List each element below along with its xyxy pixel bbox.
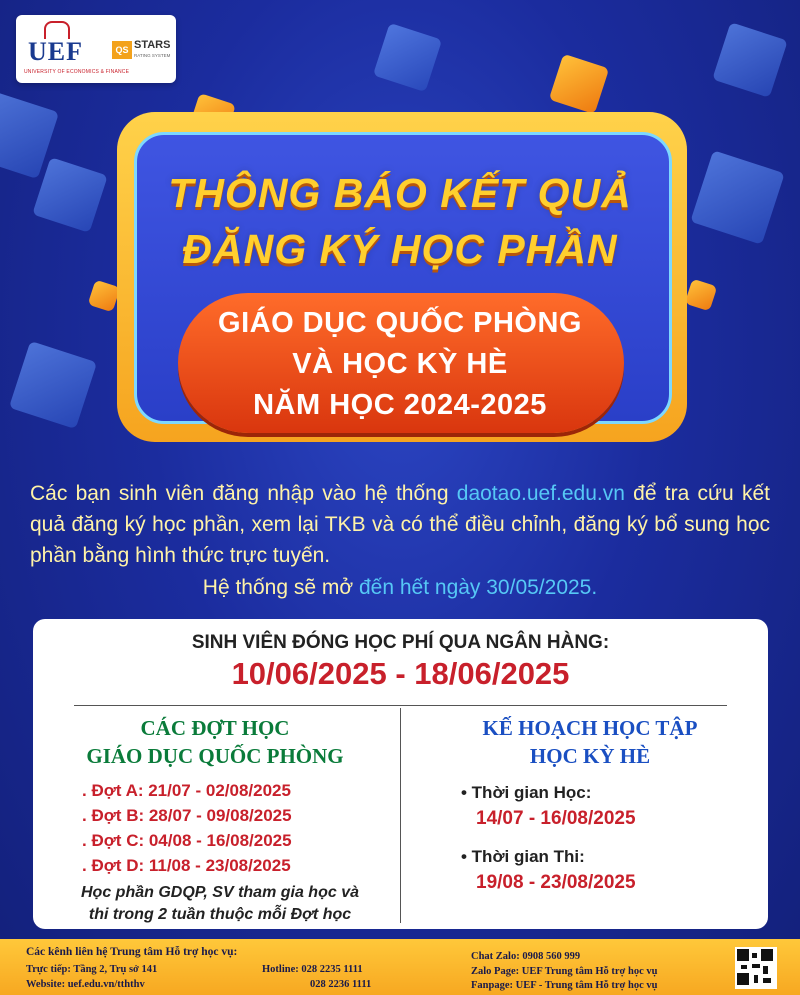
subtitle-line-1: GIÁO DỤC QUỐC PHÒNG [218,307,582,339]
footer-contact-title: Các kênh liên hệ Trung tâm Hỗ trợ học vụ: [26,946,238,958]
gdqp-batch-b: . Đợt B: 28/07 - 09/08/2025 [82,806,292,825]
study-time-label: • Thời gian Học: [461,783,592,802]
footer-fanpage[interactable]: Fanpage: UEF - Trung tâm Hỗ trợ học vụ [471,980,658,991]
gdqp-note-1: Học phần GDQP, SV tham gia học và [81,884,359,901]
qs-badge: QS [112,41,132,59]
uef-logo-text: UEF [28,37,83,66]
subtitle-line-2: VÀ HỌC KỲ HÈ [292,348,508,380]
subtitle-line-3: NĂM HỌC 2024-2025 [253,389,547,421]
divider-horizontal [74,705,727,706]
exam-time-value: 19/08 - 23/08/2025 [476,872,636,893]
footer-zalo[interactable]: Chat Zalo: 0908 560 999 [471,951,581,962]
intro-text-1: Các bạn sinh viên đăng nhập vào hệ thống [30,482,457,505]
qs-stars-subtitle: RATING SYSTEM [134,53,171,58]
footer-hotline-2[interactable]: 028 2236 1111 [310,979,372,990]
fee-label: SINH VIÊN ĐÓNG HỌC PHÍ QUA NGÂN HÀNG: [191,632,610,653]
portal-link[interactable]: daotao.uef.edu.vn [456,482,625,505]
divider-vertical [400,708,401,923]
decor-cube [373,23,442,92]
title-line-1: THÔNG BÁO KẾT QUẢ [168,170,632,216]
study-time-value: 14/07 - 16/08/2025 [476,808,636,829]
gdqp-batch-a: . Đợt A: 21/07 - 02/08/2025 [82,781,291,800]
gdqp-heading-2: GIÁO DỤC QUỐC PHÒNG [86,744,344,768]
footer-hotline-1[interactable]: Hotline: 028 2235 1111 [262,964,363,975]
fee-dates: 10/06/2025 - 18/06/2025 [231,656,570,691]
decor-cube [549,54,609,114]
uef-logo-subtitle: UNIVERSITY OF ECONOMICS & FINANCE [24,69,130,75]
intro-deadline-a: Hệ thống sẽ mở [202,576,359,599]
summer-heading-2: HỌC KỲ HÈ [529,744,651,768]
footer-website[interactable]: Website: uef.edu.vn/tththv [26,979,145,990]
logo-box [16,15,176,83]
gdqp-batch-c: . Đợt C: 04/08 - 16/08/2025 [82,831,292,850]
title-line-2: ĐĂNG KÝ HỌC PHẦN [182,226,618,272]
footer-direct: Trực tiếp: Tầng 2, Trụ sở 141 [26,964,158,975]
intro-deadline [30,572,770,603]
summer-heading-1: KẾ HOẠCH HỌC TẬP [482,716,698,740]
intro-text-2: để tra cứu kết quả đăng ký học phần, xem lại TKB và có thể điều chỉnh, đăng ký bổ sung học phần bằng hình thức trực tuyến. [30,482,770,567]
decor-cube [712,22,788,98]
intro-deadline-b: đến hết ngày 30/05/2025. [358,576,598,599]
gdqp-note-2: thi trong 2 tuần thuộc mỗi Đợt học [88,906,352,923]
exam-time-label: • Thời gian Thi: [461,847,585,866]
gdqp-batch-d: . Đợt D: 11/08 - 23/08/2025 [82,856,291,875]
qs-stars-text: STARS [134,39,171,51]
qr-code-icon[interactable] [735,947,777,989]
intro-paragraph [30,478,770,571]
gdqp-heading-1: CÁC ĐỢT HỌC [140,716,290,740]
footer-zalo-page[interactable]: Zalo Page: UEF Trung tâm Hỗ trợ học vụ [471,966,658,977]
